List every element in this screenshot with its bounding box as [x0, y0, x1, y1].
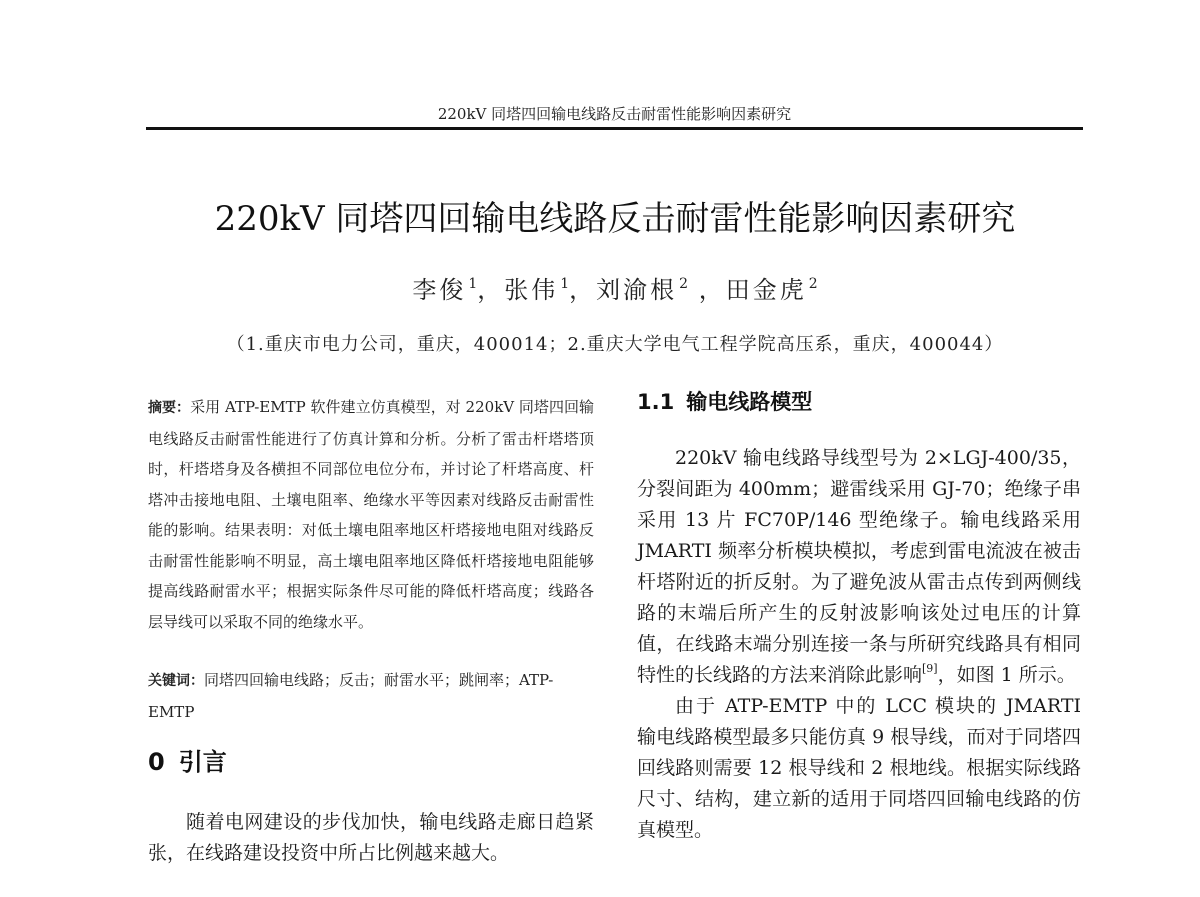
author-affiliation-mark: 1	[560, 276, 570, 292]
author-separator: ，	[477, 276, 505, 304]
abstract-text: 采用 ATP-EMTP 软件建立仿真模型，对 220kV 同塔四回输电线路反击耐雷性能进行了仿真计算和分析。分析了雷击杆塔塔顶时，杆塔塔身及各横担不同部位电位分布，并讨论了杆塔高度、杆塔冲击接地电阻、土壤电阻率、绝缘水平等因素对线路反击耐雷性能的影响。结果表明：对低土壤电阻率地区杆塔接地电阻对线路反击耐雷性能影响不明显，高土壤电阻率地区降低杆塔接地电阻能够提高线路耐雷水平；根据实际条件尽可能的降低杆塔高度；线路各层导线可以采取不同的绝缘水平。	[148, 398, 595, 631]
author-separator: ，	[698, 276, 726, 304]
author-name: 田金虎	[725, 276, 807, 304]
right-column	[637, 388, 1081, 846]
section-number: 0	[148, 748, 165, 776]
citation-ref: [9]	[922, 662, 938, 675]
author-name: 张伟	[504, 276, 559, 304]
author-list	[100, 266, 1130, 308]
author-name: 李俊	[412, 276, 467, 304]
author-separator: ，	[569, 276, 597, 304]
model-paragraph-2: 由于 ATP-EMTP 中的 LCC 模块的 JMARTI 输电线路模型最多只能仿真 9 根导线，而对于同塔四回线路则需要 12 根导线和 2 根地线。根据实际线路尺寸、结构，建立新的适用于同塔四回输电线路的仿真模型。	[637, 695, 1081, 841]
section-heading-intro	[148, 747, 594, 777]
section-title: 引言	[178, 748, 227, 776]
keywords-text: 同塔四回输电线路；反击；耐雷水平；跳闸率；ATP-EMTP	[148, 671, 554, 721]
left-column	[148, 392, 594, 869]
intro-paragraph: 随着电网建设的步伐加快，输电线路走廊日趋紧张，在线路建设投资中所占比例越来越大。	[148, 811, 594, 864]
header-rule	[146, 127, 1083, 130]
subsection-title: 输电线路模型	[686, 390, 813, 414]
subsection-number: 1.1	[637, 390, 675, 414]
keywords	[148, 665, 594, 727]
author-affiliation-mark: 1	[468, 276, 478, 292]
model-paragraph-1-text: 220kV 输电线路导线型号为 2×LGJ-400/35，分裂间距为 400mm；避雷线采用 GJ-70；绝缘子串采用 13 片 FC70P/146 型绝缘子。输电线路采用 JMARTI 频率分析模块模拟，考虑到雷电流波在被击杆塔附近的折反射。为了避免波从雷击点传到两侧线路的末端后所产生的反射波影响该处过电压的计算值，在线路末端分别连接一条与所研究线路具有相同特性的长线路的方法来消除此影响	[637, 447, 1081, 686]
author-name: 刘渝根	[596, 276, 678, 304]
author-affiliation-mark: 2	[679, 276, 689, 292]
running-header: 220kV 同塔四回输电线路反击耐雷性能影响因素研究	[437, 105, 792, 123]
paper-title: 220kV 同塔四回输电线路反击耐雷性能影响因素研究	[214, 199, 1016, 239]
abstract-label: 摘要：	[148, 400, 191, 416]
keywords-label: 关键词：	[148, 673, 204, 689]
author-affiliation-mark: 2	[808, 276, 818, 292]
subsection-heading	[637, 388, 1081, 416]
affiliations: （1.重庆市电力公司，重庆，400014；2.重庆大学电气工程学院高压系，重庆，400044）	[226, 334, 1004, 355]
model-paragraph-1-tail: ，如图 1 所示。	[937, 664, 1076, 686]
model-paragraph-1	[637, 443, 1081, 691]
abstract	[148, 392, 594, 637]
